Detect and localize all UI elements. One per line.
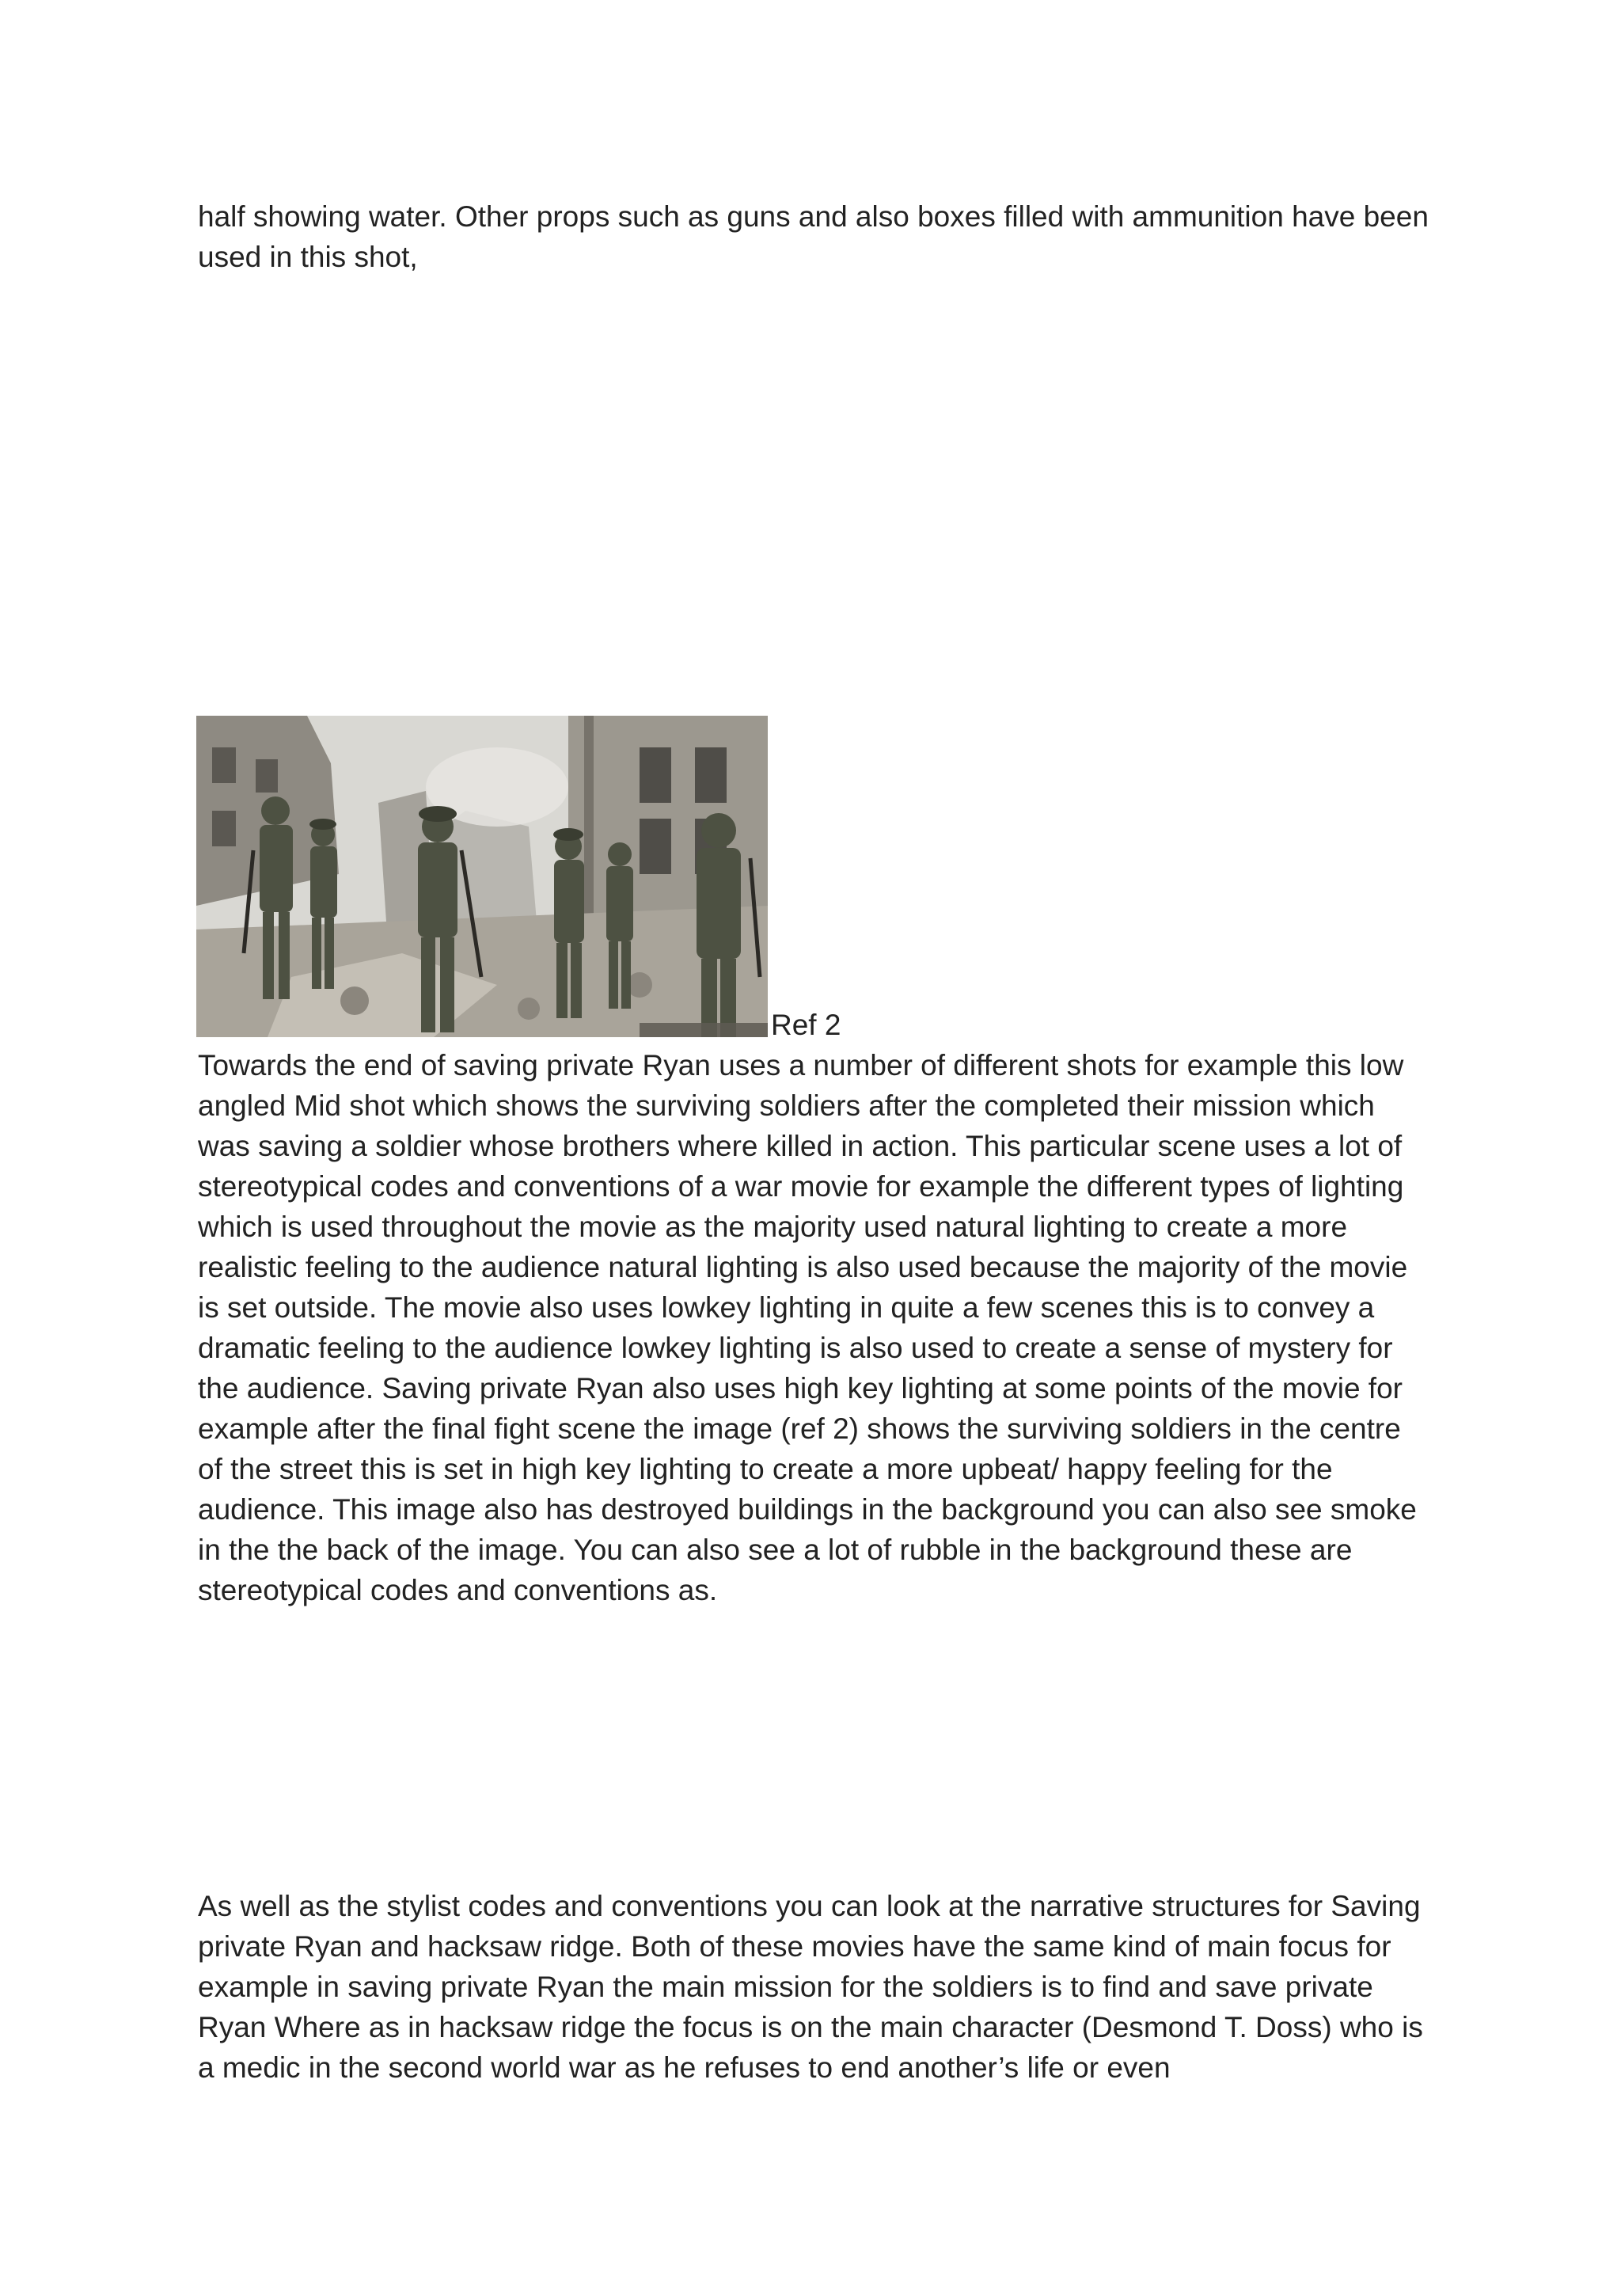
- soldiers-street-photo-icon: [196, 716, 768, 1037]
- paragraph-intro: half showing water. Other props such as guns and also boxes filled with ammunition have been used in this shot,: [198, 200, 1429, 273]
- figure-caption: Ref 2: [771, 1009, 841, 1041]
- paragraph-main: Towards the end of saving private Ryan uses a number of different shots for example this low angled Mid shot which shows the surviving soldiers after the completed their mission which was saving a soldier whose brothers where killed in action. This particular scene uses a lot of stereotypical codes and conventions of a war movie for example the different types of lighting which is used throughout the movie as the majority used natural lighting to create a more realistic feeling to the audience natural lighting is also used because the majority of the movie is set outside. The movie also uses lowkey lighting in quite a few scenes this is to convey a dramatic feeling to the audience lowkey lighting is also used to create a sense of mystery for the audience. Saving private Ryan also uses high key lighting at some points of the movie for example after the final fight scene the image (ref 2) shows the surviving soldiers in the centre of the street this is set in high key lighting to create a more upbeat/ happy feeling for the audience. This image also has destroyed buildings in the background you can also see smoke in the the back of the image. You can also see a lot of rubble in the background these are stereotypical codes and conventions as.: [198, 1049, 1417, 1606]
- paragraph-narrative: As well as the stylist codes and conventions you can look at the narrative structures for Saving private Ryan and hacksaw ridge. Both of these movies have the same kind of main focus for example in saving private Ryan the main mission for the soldiers is to find and save private Ryan Where as in hacksaw ridge the focus is on the main character (Desmond T. Doss) who is a medic in the second world war as he refuses to end another’s life or even: [198, 1890, 1423, 2084]
- film-still-image: [196, 716, 768, 1037]
